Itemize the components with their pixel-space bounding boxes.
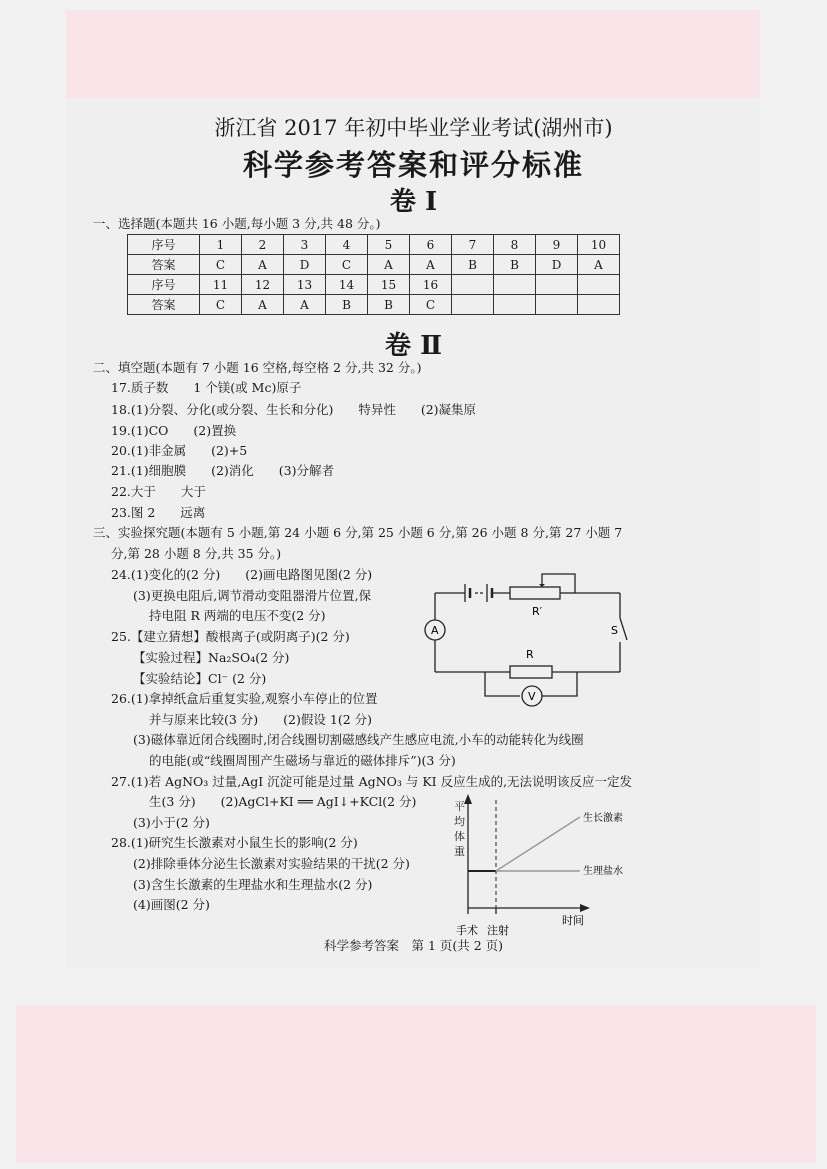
table-cell xyxy=(452,295,494,315)
table-cell: B xyxy=(326,295,368,315)
section-3-heading: 三、实验探究题(本题有 5 小题,第 24 小题 6 分,第 25 小题 6 分,第 26 小题 8 分,第 27 小题 7 xyxy=(93,525,623,540)
answer-27-3: (3)小于(2 分) xyxy=(133,815,210,830)
answer-27-2: 生(3 分) (2)AgCl+KI ══ AgI↓+KCl(2 分) xyxy=(149,794,417,809)
series-label-bottom: 生理盐水 xyxy=(583,866,623,877)
answer-26-3: (3)磁体靠近闭合线圈时,闭合线圈切割磁感线产生感应电流,小车的动能转化为线圈 xyxy=(133,732,584,747)
table-cell: 15 xyxy=(368,275,410,295)
table-cell: C xyxy=(200,255,242,275)
table-cell: B xyxy=(452,255,494,275)
answer-28-2: (2)排除垂体分泌生长激素对实验结果的干扰(2 分) xyxy=(133,856,410,871)
answer-25-2: 【实验过程】Na₂SO₄(2 分) xyxy=(133,650,290,665)
answer-21: 21.(1)细胞膜 (2)消化 (3)分解者 xyxy=(111,463,334,478)
table-cell xyxy=(578,275,620,295)
growth-graph xyxy=(440,790,640,940)
table-cell: 4 xyxy=(326,235,368,255)
table-cell: 13 xyxy=(284,275,326,295)
table-cell: 答案 xyxy=(128,295,200,315)
y-axis-label-char: 体 xyxy=(454,830,465,843)
table-cell: 10 xyxy=(578,235,620,255)
answer-17: 17.质子数 1 个镁(或 Mc)原子 xyxy=(111,380,302,395)
answer-24-3: (3)更换电阻后,调节滑动变阻器滑片位置,保 xyxy=(133,588,372,603)
y-axis-label-char: 重 xyxy=(454,845,465,858)
table-cell: B xyxy=(494,255,536,275)
answer-26-1: 26.(1)拿掉纸盒后重复实验,观察小车停止的位置 xyxy=(111,691,378,706)
table-cell xyxy=(578,295,620,315)
volume-2-heading: 卷 Ⅱ xyxy=(385,331,442,361)
table-cell: 9 xyxy=(536,235,578,255)
answer-28-4: (4)画图(2 分) xyxy=(133,897,210,912)
answer-20: 20.(1)非金属 (2)+5 xyxy=(111,443,248,458)
table-cell: 序号 xyxy=(128,275,200,295)
table-cell: 14 xyxy=(326,275,368,295)
tick-label-surgery: 手术 xyxy=(456,924,478,937)
table-cell: A xyxy=(242,255,284,275)
table-cell: 答案 xyxy=(128,255,200,275)
answer-26-1-cont: 并与原来比较(3 分) (2)假设 1(2 分) xyxy=(149,712,372,727)
tick-label-injection: 注射 xyxy=(487,924,509,937)
table-cell: 1 xyxy=(200,235,242,255)
table-cell: A xyxy=(284,295,326,315)
table-cell: 7 xyxy=(452,235,494,255)
rheostat-icon xyxy=(510,587,560,599)
table-cell: 6 xyxy=(410,235,452,255)
answer-28-3: (3)含生长激素的生理盐水和生理盐水(2 分) xyxy=(133,877,373,892)
y-axis-label-char: 平 xyxy=(454,800,465,813)
answer-18: 18.(1)分裂、分化(或分裂、生长和分化) 特异性 (2)凝集原 xyxy=(111,402,477,417)
answer-28-1: 28.(1)研究生长激素对小鼠生长的影响(2 分) xyxy=(111,835,358,850)
answer-26-3-cont: 的电能(或“线圈周围产生磁场与靠近的磁体排斥”)(3 分) xyxy=(149,753,456,768)
table-cell: A xyxy=(410,255,452,275)
table-cell: A xyxy=(368,255,410,275)
x-axis-label: 时间 xyxy=(562,914,584,927)
table-cell: D xyxy=(536,255,578,275)
table-row xyxy=(128,255,620,275)
y-axis-label-char: 均 xyxy=(454,815,465,828)
answer-25-3: 【实验结论】Cl⁻ (2 分) xyxy=(133,671,267,686)
resistor-icon xyxy=(510,666,552,678)
section-2-heading: 二、填空题(本题有 7 小题 16 空格,每空格 2 分,共 32 分。) xyxy=(93,360,422,375)
table-cell: D xyxy=(284,255,326,275)
rheostat-label: R′ xyxy=(532,605,543,618)
answer-24-1: 24.(1)变化的(2 分) (2)画电路图见图(2 分) xyxy=(111,567,373,582)
table-row xyxy=(128,275,620,295)
table-cell: 5 xyxy=(368,235,410,255)
switch-icon xyxy=(620,618,627,640)
series-label-top: 生长激素 xyxy=(583,813,623,824)
table-cell xyxy=(494,295,536,315)
answer-table xyxy=(127,234,620,315)
switch-label: S xyxy=(611,624,618,637)
exam-title: 浙江省 2017 年初中毕业学业考试(湖州市) xyxy=(214,116,613,140)
answer-25-1: 25.【建立猜想】酸根离子(或阴离子)(2 分) xyxy=(111,629,350,644)
volume-1-heading: 卷 Ⅰ xyxy=(389,187,438,217)
section-3-heading-cont: 分,第 28 小题 8 分,共 35 分。) xyxy=(111,546,282,561)
table-row xyxy=(128,295,620,315)
page-footer: 科学参考答案 第 1 页(共 2 页) xyxy=(323,938,504,953)
answer-24-3-cont: 持电阻 R 两端的电压不变(2 分) xyxy=(149,608,326,623)
answer-22: 22.大于 大于 xyxy=(111,484,206,499)
ammeter-label: A xyxy=(431,624,439,637)
table-row xyxy=(128,235,620,255)
table-cell: C xyxy=(326,255,368,275)
voltmeter-label: V xyxy=(528,690,536,703)
circuit-diagram xyxy=(415,560,630,710)
document-title: 科学参考答案和评分标准 xyxy=(242,148,584,182)
bottom-band xyxy=(16,1005,816,1163)
table-cell: 3 xyxy=(284,235,326,255)
resistor-label: R xyxy=(526,648,534,661)
section-1-heading: 一、选择题(本题共 16 小题,每小题 3 分,共 48 分。) xyxy=(93,216,381,231)
table-cell xyxy=(536,295,578,315)
table-cell: 序号 xyxy=(128,235,200,255)
table-cell: A xyxy=(242,295,284,315)
table-cell: A xyxy=(578,255,620,275)
table-cell: 8 xyxy=(494,235,536,255)
answer-23: 23.图 2 远离 xyxy=(111,505,206,520)
top-watermark-band xyxy=(66,10,760,98)
answer-27-1: 27.(1)若 AgNO₃ 过量,AgI 沉淀可能是过量 AgNO₃ 与 KI 反应生成的,无法说明该反应一定发 xyxy=(111,774,633,789)
table-cell: C xyxy=(200,295,242,315)
table-cell: C xyxy=(410,295,452,315)
table-cell xyxy=(536,275,578,295)
answer-19: 19.(1)CO (2)置换 xyxy=(111,423,237,438)
table-cell: 2 xyxy=(242,235,284,255)
table-cell: 11 xyxy=(200,275,242,295)
table-cell: 12 xyxy=(242,275,284,295)
table-cell: 16 xyxy=(410,275,452,295)
table-cell: B xyxy=(368,295,410,315)
table-cell xyxy=(452,275,494,295)
table-cell xyxy=(494,275,536,295)
series-growth-hormone-line xyxy=(496,817,580,871)
